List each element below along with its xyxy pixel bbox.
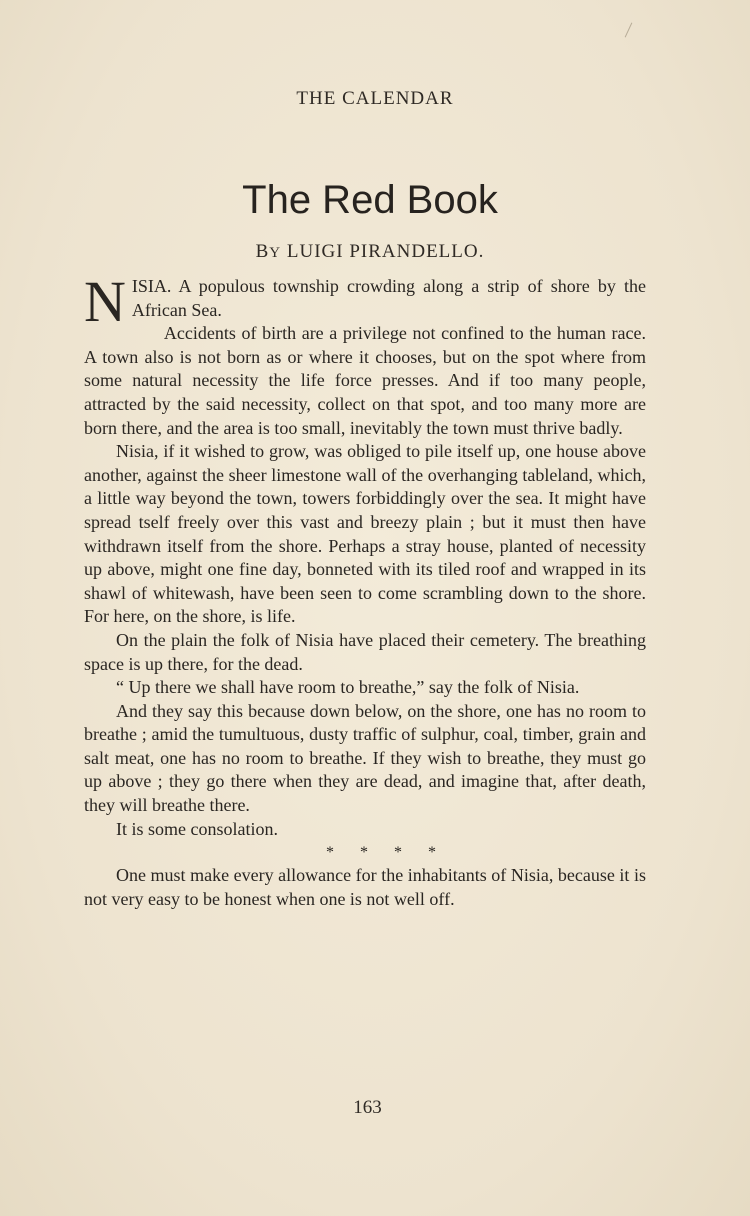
byline — [0, 241, 740, 263]
chapter-title: The Red Book — [242, 178, 498, 222]
byline-author: LUIGI PIRANDELLO. — [286, 241, 485, 262]
section-separator: * * * * — [326, 844, 436, 862]
paragraph-6: And they say this because down below, on the shore, one has no room to breathe ; amid the tumultuous, dusty traffic of sulphur, coal, timber, grain and salt meat, one has no room to breathe. If they wish to breathe, they must go up above ; they go there when they are dead, and imagine that, after death, they will breathe there. — [84, 700, 646, 816]
paragraph-text: ISIA. A populous township crowding along a strip of shore by the African Sea. — [131, 276, 646, 320]
running-head: THE CALENDAR — [296, 88, 454, 109]
page-number: 163 — [353, 1097, 382, 1118]
paragraph-4: On the plain the folk of Nisia have placed their cemetery. The breathing space is up there, for the dead. — [84, 629, 646, 674]
paragraph-1 — [84, 269, 646, 334]
drop-cap: N — [84, 269, 126, 334]
paragraph-8: One must make every allowance for the inhabitants of Nisia, because it is not very easy to be honest when one is not well off. — [84, 865, 646, 909]
body-text — [84, 269, 646, 911]
paragraph-5: “ Up there we shall have room to breathe,” say the folk of Nisia. — [116, 677, 580, 698]
paragraph-7: It is some consolation. — [116, 818, 278, 839]
byline-by-initial: B — [255, 241, 270, 262]
page-mark — [625, 23, 633, 38]
paragraph-3: Nisia, if it wished to grow, was obliged to pile itself up, one house above another, against the sheer limestone wall of the overhanging tableland, which, a little way beyond the town, towers forbiddingly over the sea. It might have spread tself freely over this vast and breezy plain ; but it must then have withdrawn itself from the shore. Perhaps a stray house, planted of necessity up above, might one fine day, bonneted with its tiled roof and wrapped in its shawl of whitewash, have been seen to come scrambling down to the shore. For here, on the shore, is life. — [84, 441, 646, 627]
paragraph-2: Accidents of birth are a privilege not confined to the human race. A town also is not born as or where it chooses, but on the spot where from some natural necessity the life force presses. And if too many people, attracted by the said necessity, collect on that spot, and too many more are born there, and the area is too small, inevitably the town must thrive badly. — [84, 323, 646, 438]
byline-by-rest: Y — [269, 245, 282, 261]
